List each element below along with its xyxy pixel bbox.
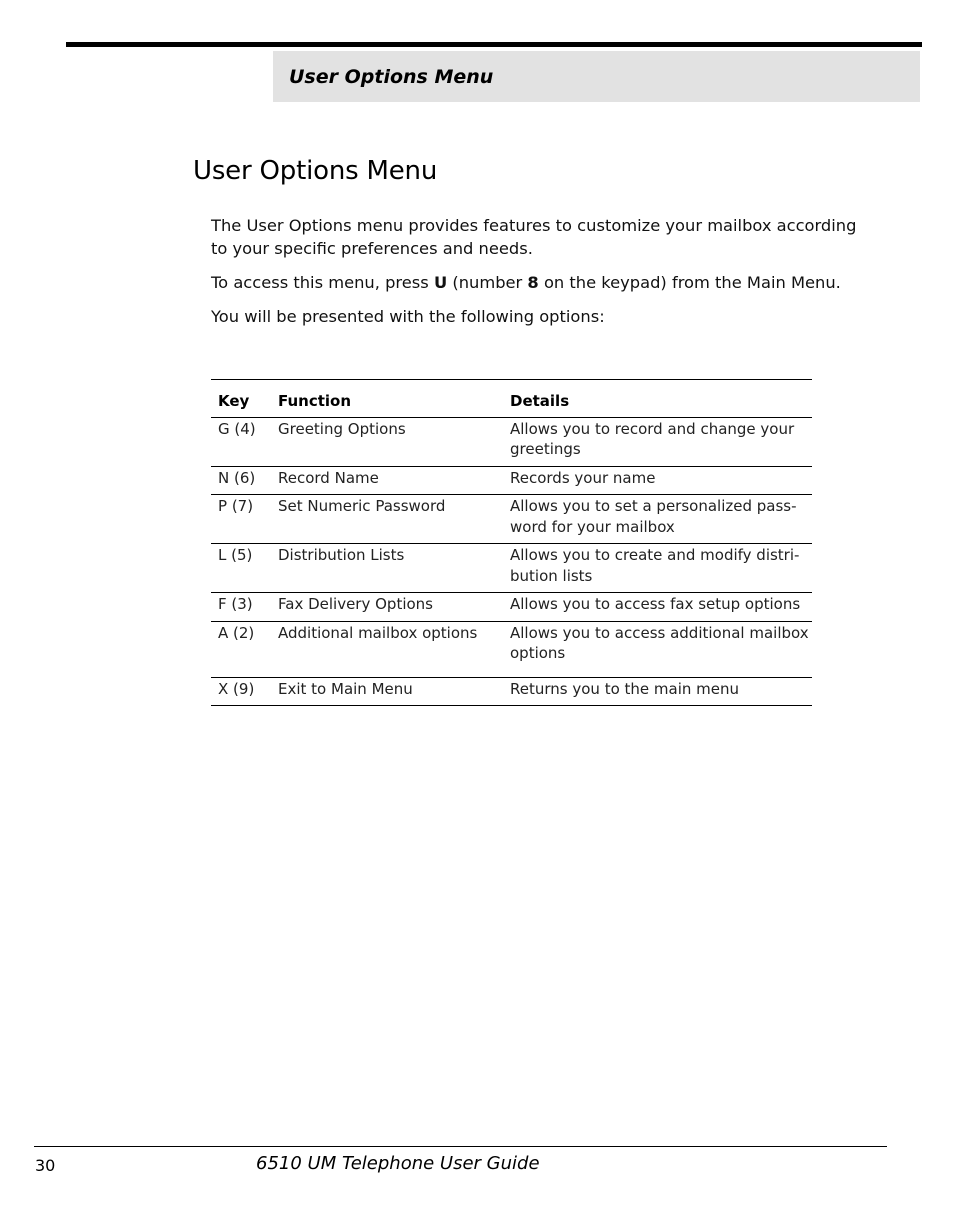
running-header-title: User Options Menu — [289, 65, 494, 88]
row-function: Fax Delivery Options — [271, 593, 503, 622]
column-header-key: Key — [211, 380, 271, 418]
row-function: Distribution Lists — [271, 544, 503, 593]
row-function: Greeting Options — [271, 417, 503, 466]
guide-title: 6510 UM Telephone User Guide — [256, 1153, 540, 1174]
row-details: Allows you to access additional mailbox options — [503, 621, 812, 677]
table-row — [211, 417, 812, 466]
row-key: X (9) — [211, 677, 271, 706]
column-header-details: Details — [503, 380, 812, 418]
options-table — [211, 379, 812, 706]
row-key: G (4) — [211, 417, 271, 466]
row-details: Allows you to set a personalized pass-word for your mailbox — [503, 495, 812, 544]
page-number: 30 — [35, 1156, 56, 1175]
row-function: Record Name — [271, 466, 503, 495]
access-key-letter: U — [433, 273, 448, 292]
row-key: L (5) — [211, 544, 271, 593]
row-details: Records your name — [503, 466, 812, 495]
row-function: Exit to Main Menu — [271, 677, 503, 706]
table-row — [211, 495, 812, 544]
row-key: N (6) — [211, 466, 271, 495]
row-function: Additional mailbox options — [271, 621, 503, 677]
row-key: P (7) — [211, 495, 271, 544]
row-details: Allows you to record and change your greetings — [503, 417, 812, 466]
row-details: Allows you to access fax setup options — [503, 593, 812, 622]
row-key: F (3) — [211, 593, 271, 622]
access-text-mid: (number — [447, 273, 528, 292]
table-row — [211, 593, 812, 622]
table-row — [211, 621, 812, 677]
row-key: A (2) — [211, 621, 271, 677]
table-row — [211, 677, 812, 706]
table-row — [211, 544, 812, 593]
access-instructions — [211, 271, 876, 294]
page-title: User Options Menu — [193, 156, 438, 186]
header-rule — [66, 42, 922, 47]
access-text-start: To access this menu, press — [211, 273, 434, 292]
running-header — [273, 51, 920, 102]
row-details: Allows you to create and modify distri-bution lists — [503, 544, 812, 593]
intro-paragraph: The User Options menu provides features to customize your mailbox according to your specific preferences and needs. — [211, 216, 857, 258]
row-details: Returns you to the main menu — [503, 677, 812, 706]
access-key-number: 8 — [527, 273, 539, 292]
table-row — [211, 466, 812, 495]
row-function: Set Numeric Password — [271, 495, 503, 544]
column-header-function: Function — [271, 380, 503, 418]
table-header-row — [211, 380, 812, 418]
footer-rule — [34, 1146, 887, 1147]
options-lead-in: You will be presented with the following options: — [211, 307, 605, 326]
access-text-end: on the keypad) from the Main Menu. — [538, 273, 841, 292]
